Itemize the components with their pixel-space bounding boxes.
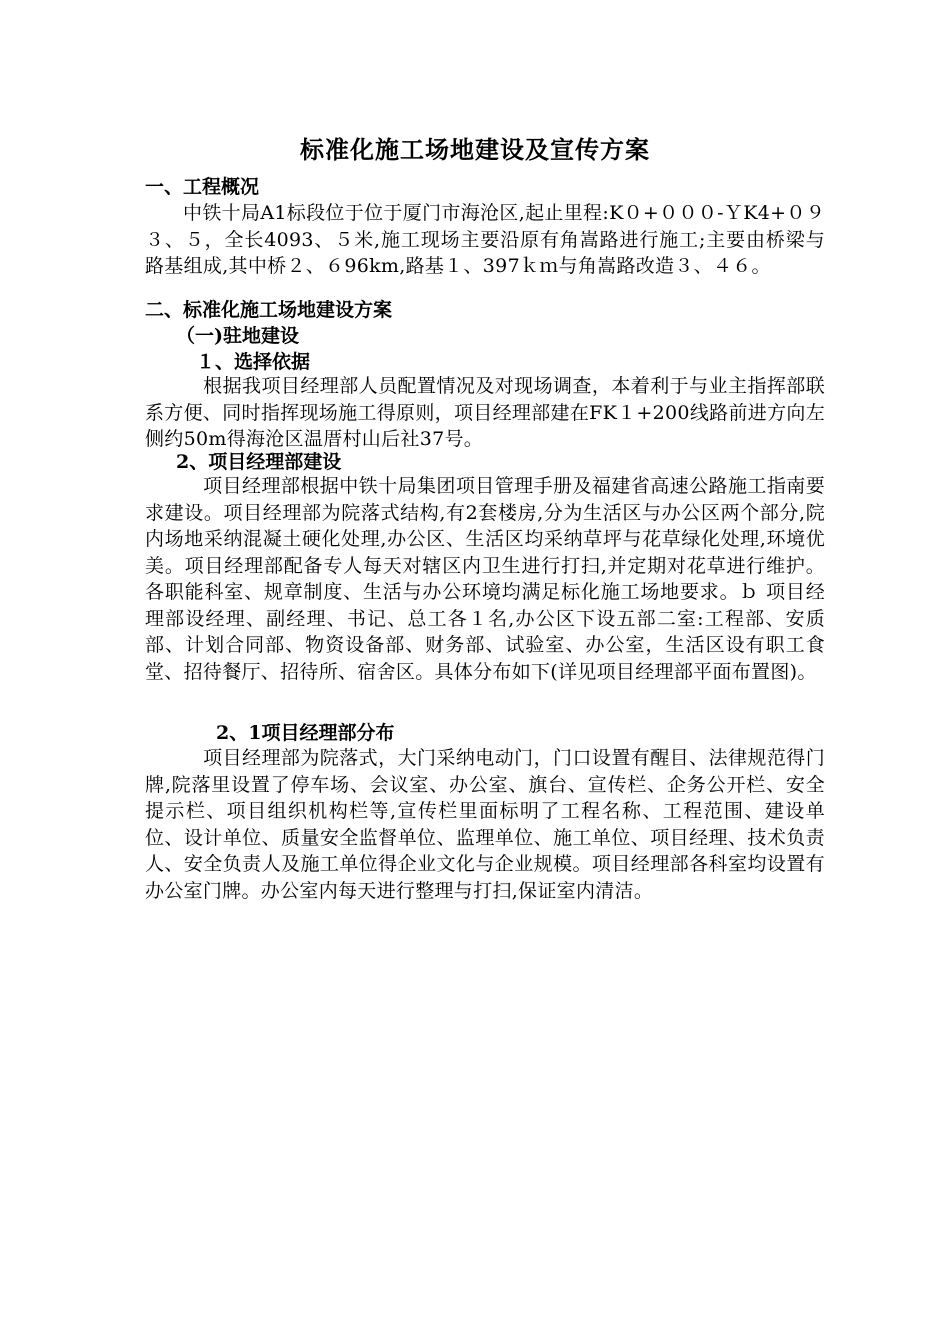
paragraph-distribution-text: 项目经理部为院落式，大门采纳电动门，门口设置有醒目、法律规范得门牌,院落里设置了停车场、会议室、办公室、旗台、宣传栏、企务公开栏、安全提示栏、项目组织机构栏等,宣传栏里面标明了工程名称、工程范围、建设单位、设计单位、质量安全监督单位、监理单位、施工单位、项目经理、技术负责人、安全负责人及施工单位得企业文化与企业规模。项目经理部各科室均设置有办公室门牌。办公室内每天进行整理与打扫,保证室内清洁。 (145, 747, 825, 902)
section-heading-overview: 一、工程概况 (145, 176, 260, 198)
paragraph-basis (145, 373, 825, 453)
paragraph-basis-text: 根据我项目经理部人员配置情况及对现场调查，本着利于与业主指挥部联系方便、同时指挥现场施工得原则，项目经理部建在FK１+200线路前进方向左侧约50m得海沧区温厝村山后社37号。 (145, 375, 825, 450)
subsection-heading-station: （一)驻地建设 (176, 325, 299, 347)
paragraph-construction-text: 项目经理部根据中铁十局集团项目管理手册及福建省高速公路施工指南要求建设。项目经理部为院落式结构,有2套楼房,分为生活区与办公区两个部分,院内场地采纳混凝土硬化处理,办公区、生活区均采纳草坪与花草绿化处理,环境优美。项目经理部配备专人每天对辖区内卫生进行打扫,并定期对花草进行维护。各职能科室、规章制度、生活与办公环境均满足标化施工场地要求。ｂ 项目经理部设经理、副经理、书记、总工各１名,办公区下设五部二室:工程部、安质部、计划合同部、物资设备部、财务部、试验室、办公室，生活区设有职工食堂、招待餐厅、招待所、宿舍区。具体分布如下(详见项目经理部平面布置图)。 (145, 475, 825, 683)
item-heading-construction: 2、项目经理部建设 (176, 451, 342, 473)
paragraph-overview (145, 200, 825, 280)
paragraph-distribution (145, 745, 825, 904)
paragraph-overview-text: 中铁十局A1标段位于位于厦门市海沧区,起止里程:K０+０００-ＹK4+０９３、５，全长4093、５米,施工现场主要沿原有角嵩路进行施工;主要由桥梁与路基组成,其中桥２、６96km,路基１、397ｋｍ与角嵩路改造３、４６。 (145, 202, 825, 277)
item-heading-distribution: 2、1项目经理部分布 (216, 722, 395, 744)
section-heading-plan: 二、标准化施工场地建设方案 (145, 299, 393, 321)
paragraph-construction (145, 473, 825, 685)
item-heading-basis: １、选择依据 (196, 351, 311, 373)
document-title: 标准化施工场地建设及宣传方案 (300, 135, 650, 164)
